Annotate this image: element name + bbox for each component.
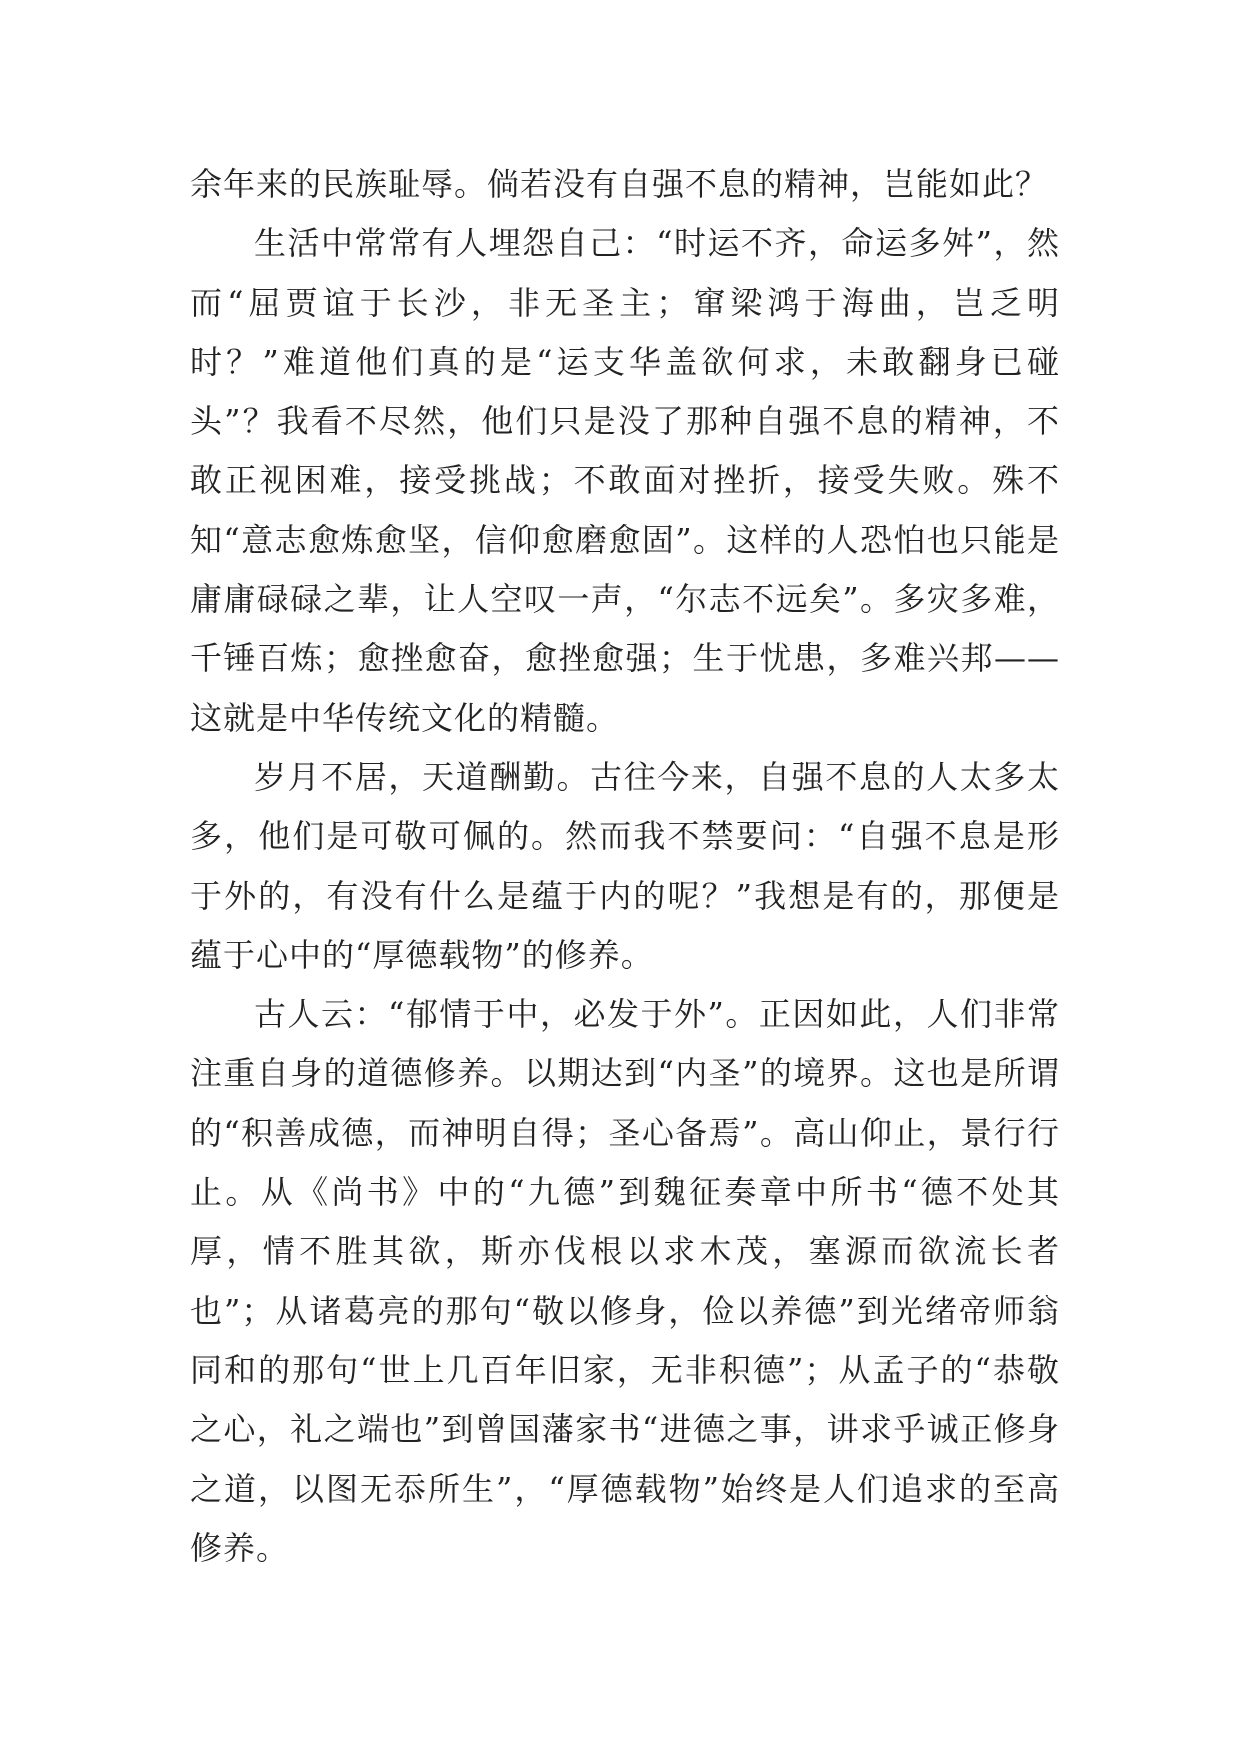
paragraph-3: 岁月不居，天道酬勤。古往今来，自强不息的人太多太多，他们是可敬可佩的。然而我不禁要问：“自强不息是形于外的，有没有什么是蕴于内的呢？”我想是有的，那便是蕴于心中的“厚德载物”的修养。 bbox=[190, 757, 1060, 974]
body-text bbox=[190, 155, 1060, 1578]
paragraph-4: 古人云：“郁情于中，必发于外”。正因如此，人们非常注重自身的道德修养。以期达到“内圣”的境界。这也是所谓的“积善成德，而神明自得；圣心备焉”。高山仰止，景行行止。从《尚书》中的“九德”到魏征奏章中所书“德不处其厚，情不胜其欲，斯亦伐根以求木茂，塞源而欲流长者也”；从诸葛亮的那句“敬以修身，俭以养德”到光绪帝师翁同和的那句“世上几百年旧家，无非积德”；从孟子的“恭敬之心，礼之端也”到曾国藩家书“进德之事，讲求乎诚正修身之道，以图无忝所生”，“厚德载物”始终是人们追求的至高修养。 bbox=[190, 995, 1060, 1567]
paragraph-2: 生活中常常有人埋怨自己：“时运不齐，命运多舛”，然而“屈贾谊于长沙，非无圣主；窜梁鸿于海曲，岂乏明时？”难道他们真的是“运支华盖欲何求，未敢翻身已碰头”？我看不尽然，他们只是没了那种自强不息的精神，不敢正视困难，接受挑战；不敢面对挫折，接受失败。殊不知“意志愈炼愈坚，信仰愈磨愈固”。这样的人恐怕也只能是庸庸碌碌之辈，让人空叹一声，“尔志不远矣”。多灾多难，千锤百炼；愈挫愈奋，愈挫愈强；生于忧患，多难兴邦——这就是中华传统文化的精髓。 bbox=[190, 224, 1060, 737]
paragraph-1: 余年来的民族耻辱。倘若没有自强不息的精神，岂能如此？ bbox=[190, 165, 1049, 203]
